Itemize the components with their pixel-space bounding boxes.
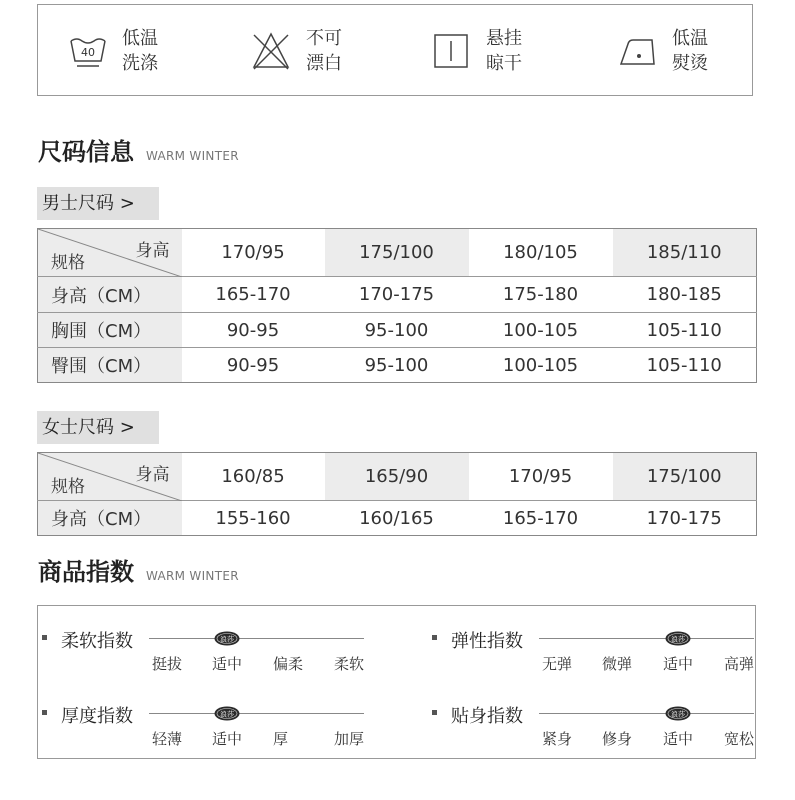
index-marker-label: 浪莎: [671, 710, 685, 719]
index-section-title: [38, 552, 239, 587]
index-thickness: [42, 702, 365, 752]
table-cell: 170-175: [325, 277, 469, 313]
bullet-icon: [432, 710, 437, 715]
table-cell: 105-110: [613, 313, 757, 348]
index-marker-label: 浪莎: [220, 635, 234, 644]
table-row: [38, 277, 757, 313]
index-option: 无弹: [542, 655, 573, 673]
row-label: 身高（CM）: [38, 277, 182, 313]
men-header-row: [38, 229, 757, 277]
women-header-cell: 165/90: [325, 453, 469, 501]
index-option: 适中: [212, 655, 243, 673]
index-name: 弹性指数: [451, 631, 523, 652]
women-size-tab[interactable]: 女士尺码 >: [37, 411, 159, 444]
women-size-table: [37, 452, 757, 536]
men-size-table: [37, 228, 757, 383]
care-bleach-line2: 漂白: [306, 53, 342, 74]
index-marker-icon: [214, 631, 240, 646]
index-option: 柔软: [334, 655, 365, 673]
care-iron-line2: 熨烫: [672, 53, 708, 74]
index-marker-icon: [214, 706, 240, 721]
care-item-bleach: [250, 5, 342, 97]
women-header-cell: 160/85: [221, 466, 285, 487]
index-option: 宽松: [724, 730, 755, 748]
index-elasticity: [432, 627, 755, 677]
men-header-cell: 180/105: [503, 242, 578, 263]
bullet-icon: [42, 710, 47, 715]
index-subtitle: WARM WINTER: [146, 569, 239, 583]
index-marker-icon: [665, 631, 691, 646]
care-wash-line2: 洗涤: [122, 53, 158, 74]
hang-dry-icon: [434, 34, 468, 68]
index-option: 加厚: [334, 730, 365, 748]
table-row: [38, 501, 757, 536]
table-cell: 175-180: [469, 277, 613, 313]
index-option: 微弹: [602, 655, 633, 673]
table-cell: 155-160: [182, 501, 325, 536]
index-option: 适中: [663, 655, 694, 673]
women-corner-top: 身高: [135, 465, 170, 485]
care-bleach-line1: 不可: [306, 28, 342, 49]
care-item-hang: [434, 5, 522, 97]
table-cell: 105-110: [613, 348, 757, 383]
index-name: 柔软指数: [61, 631, 133, 652]
size-section-title: [38, 132, 239, 167]
bullet-icon: [432, 635, 437, 640]
index-name: 厚度指数: [61, 706, 133, 727]
women-header-cell: 170/95: [508, 466, 573, 487]
index-option: 挺拔: [152, 655, 183, 673]
index-option: 厚: [273, 730, 289, 748]
table-cell: 95-100: [325, 313, 469, 348]
size-subtitle: WARM WINTER: [146, 149, 239, 163]
table-cell: 90-95: [182, 313, 325, 348]
wash-40-icon: [68, 31, 108, 71]
index-softness: [42, 627, 365, 677]
index-scale-line: [539, 638, 754, 639]
row-label: 身高（CM）: [38, 501, 182, 536]
table-cell: 160/165: [325, 501, 469, 536]
product-index-panel: [37, 605, 756, 759]
women-header-cell: 175/100: [613, 453, 757, 501]
table-cell: 90-95: [182, 348, 325, 383]
index-name: 贴身指数: [451, 706, 523, 727]
index-option: 修身: [602, 730, 633, 748]
care-item-wash: [68, 5, 158, 97]
care-wash-line1: 低温: [122, 28, 158, 49]
index-option: 偏柔: [273, 655, 304, 673]
index-title: 商品指数: [38, 558, 134, 586]
table-cell: 95-100: [325, 348, 469, 383]
row-label: 臀围（CM）: [38, 348, 182, 383]
care-hang-line1: 悬挂: [486, 28, 522, 49]
index-marker-icon: [665, 706, 691, 721]
care-iron-line1: 低温: [672, 28, 708, 49]
women-corner-bottom: 规格: [51, 477, 85, 497]
table-cell: 180-185: [613, 277, 757, 313]
men-size-tab[interactable]: 男士尺码 >: [37, 187, 159, 220]
index-option: 适中: [212, 730, 243, 748]
men-corner-top: 身高: [135, 241, 170, 261]
men-corner-bottom: 规格: [51, 253, 85, 273]
index-option: 适中: [663, 730, 694, 748]
index-scale-line: [149, 713, 364, 714]
table-cell: 100-105: [469, 348, 613, 383]
table-row: [38, 348, 757, 383]
men-header-cell: 175/100: [325, 229, 469, 277]
index-option: 轻薄: [152, 730, 183, 748]
index-marker-label: 浪莎: [220, 710, 234, 719]
bullet-icon: [42, 635, 47, 640]
no-bleach-icon: [250, 31, 292, 71]
care-hang-line2: 晾干: [486, 53, 522, 74]
table-cell: 170-175: [613, 501, 757, 536]
row-label: 胸围（CM）: [38, 313, 182, 348]
wash-temp-label: 40: [81, 46, 95, 59]
index-scale-line: [539, 713, 754, 714]
iron-low-icon: [618, 34, 658, 68]
size-title: 尺码信息: [38, 138, 134, 166]
index-option: 高弹: [724, 655, 755, 673]
care-item-iron: [618, 5, 708, 97]
index-scale-line: [149, 638, 364, 639]
table-row: [38, 313, 757, 348]
table-cell: 165-170: [182, 277, 325, 313]
index-marker-label: 浪莎: [671, 635, 685, 644]
men-header-cell: 170/95: [221, 242, 285, 263]
index-option: 紧身: [542, 730, 573, 748]
men-header-cell: 185/110: [613, 229, 757, 277]
table-cell: 100-105: [469, 313, 613, 348]
table-cell: 165-170: [469, 501, 613, 536]
women-corner-cell: [38, 453, 182, 501]
men-corner-cell: [38, 229, 182, 277]
women-header-row: [38, 453, 757, 501]
index-fit: [432, 702, 755, 752]
care-instructions: [37, 4, 753, 96]
